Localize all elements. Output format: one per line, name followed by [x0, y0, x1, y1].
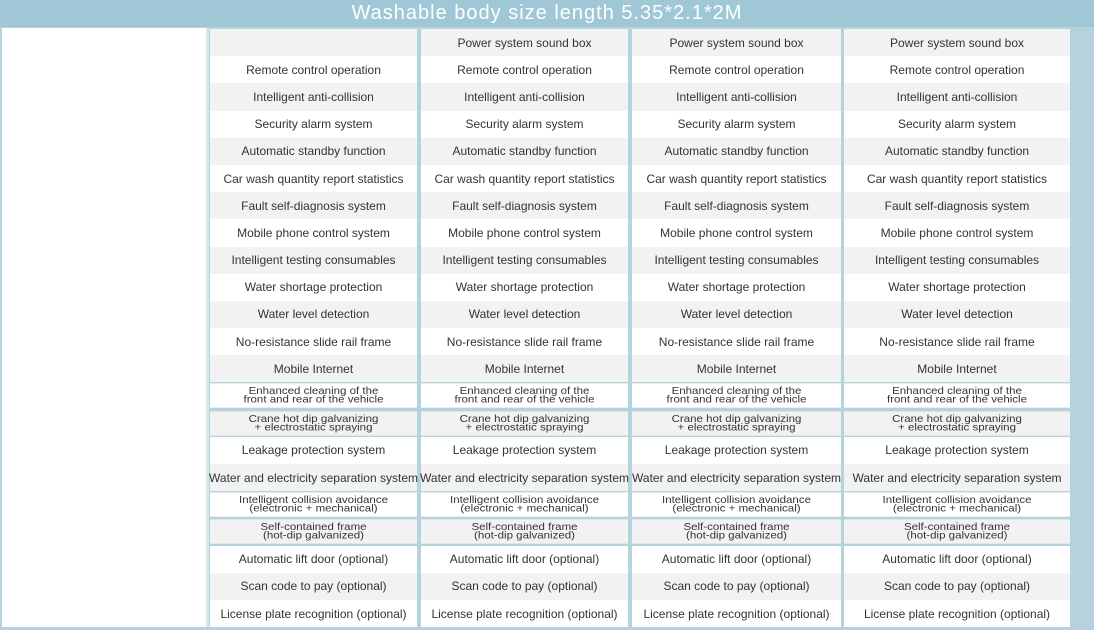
table-cell: [210, 192, 417, 219]
table-cell: [421, 29, 628, 56]
cell-text: Remote control operation: [457, 62, 592, 77]
spec-column-3: [632, 29, 841, 627]
table-cell: [210, 384, 417, 408]
table-cell: [844, 83, 1070, 110]
table-cell: [421, 437, 628, 464]
table-cell: [632, 328, 841, 355]
table-cell: [844, 384, 1070, 408]
table-cell: [210, 247, 417, 274]
cell-text: No-resistance slide rail frame: [446, 334, 603, 349]
cell-text: Self-contained frame: [683, 522, 790, 533]
cell-text: Water level detection: [901, 307, 1013, 322]
table-cell: [632, 247, 841, 274]
cell-text: (electronic + mechanical): [460, 502, 589, 514]
spec-column-2: [421, 29, 628, 627]
cell-text: Water level detection: [680, 307, 793, 322]
table-cell: [844, 274, 1070, 301]
cell-text: Power system sound box: [669, 35, 804, 50]
cell-text: Fault self-diagnosis system: [884, 198, 1030, 213]
cell-text: Automatic lift door (optional): [882, 552, 1032, 567]
table-cell: [210, 464, 417, 491]
cell-text: Power system sound box: [889, 35, 1025, 50]
cell-text: (electronic + mechanical): [672, 502, 801, 514]
cell-text: Intelligent testing consumables: [442, 253, 607, 268]
cell-text: Security alarm system: [254, 117, 373, 132]
cell-text: Scan code to pay (optional): [240, 579, 387, 594]
table-cell: [844, 328, 1070, 355]
spec-column-1: [210, 29, 417, 627]
table-cell: [421, 165, 628, 192]
cell-text: Mobile Internet: [917, 361, 997, 376]
cell-text: + electrostatic spraying: [465, 421, 584, 433]
table-cell: [844, 493, 1070, 517]
table-cell: [421, 328, 628, 355]
cell-text: front and rear of the vehicle: [454, 394, 595, 406]
table-cell: [844, 411, 1070, 435]
table-cell: [421, 464, 628, 491]
cell-text: (hot-dip galvanized): [473, 530, 575, 541]
cell-text: Scan code to pay (optional): [451, 579, 598, 594]
cell-text: Automatic standby function: [884, 144, 1030, 159]
cell-text: + electrostatic spraying: [898, 421, 1016, 433]
table-cell: [210, 83, 417, 110]
table-cell: [210, 301, 417, 328]
table-cell: [421, 493, 628, 517]
table-cell: [421, 355, 628, 382]
cell-text: Automatic standby function: [452, 144, 597, 159]
cell-text: Mobile phone control system: [880, 225, 1034, 240]
cell-text: Remote control operation: [669, 62, 804, 77]
cell-text: Remote control operation: [889, 62, 1025, 77]
table-cell: [632, 219, 841, 246]
table-cell: [844, 600, 1070, 627]
cell-text: Leakage protection system: [885, 443, 1029, 458]
table-cell: [632, 411, 841, 435]
cell-text: Water and electricity separation system: [632, 470, 841, 485]
cell-text: License plate recognition (optional): [643, 606, 830, 621]
cell-text: Water and electricity separation system: [209, 470, 418, 485]
cell-text: Fault self-diagnosis system: [241, 198, 386, 213]
table-cell: [844, 573, 1070, 600]
cell-text: Power system sound box: [457, 35, 592, 50]
table-cell: [632, 464, 841, 491]
table-cell: [421, 111, 628, 138]
cell-text: Leakage protection system: [452, 443, 597, 458]
table-cell: [421, 600, 628, 627]
table-cell: [632, 83, 841, 110]
cell-text: Automatic standby function: [241, 144, 386, 159]
cell-text: Scan code to pay (optional): [663, 579, 810, 594]
cell-text: Mobile Internet: [484, 361, 565, 376]
cell-text: Enhanced cleaning of the: [671, 386, 802, 397]
cell-text: Intelligent anti-collision: [253, 89, 374, 104]
table-cell: [421, 411, 628, 435]
table-cell: [210, 573, 417, 600]
cell-text: Water shortage protection: [888, 280, 1026, 295]
table-cell: [421, 546, 628, 573]
cell-text: (hot-dip galvanized): [262, 530, 364, 541]
cell-text: Car wash quantity report statistics: [866, 171, 1048, 186]
cell-text: + electrostatic spraying: [677, 421, 796, 433]
cell-text: Crane hot dip galvanizing: [459, 413, 590, 425]
table-cell: [421, 247, 628, 274]
cell-text: Enhanced cleaning of the: [248, 386, 379, 397]
table-cell: [844, 29, 1070, 56]
table-cell: [210, 520, 417, 544]
cell-text: Leakage protection system: [664, 443, 809, 458]
table-cell: [210, 411, 417, 435]
cell-text: Crane hot dip galvanizing: [892, 413, 1022, 425]
table-cell: [210, 165, 417, 192]
cell-text: Enhanced cleaning of the: [892, 386, 1022, 397]
cell-text: Scan code to pay (optional): [883, 579, 1031, 594]
cell-text: Mobile phone control system: [448, 225, 601, 240]
cell-text: Intelligent anti-collision: [896, 89, 1018, 104]
table-cell: [210, 355, 417, 382]
cell-text: Remote control operation: [246, 62, 381, 77]
table-cell: [421, 520, 628, 544]
table-cell: [632, 56, 841, 83]
table-cell: [421, 56, 628, 83]
cell-text: front and rear of the vehicle: [887, 394, 1027, 406]
cell-text: Water shortage protection: [455, 280, 594, 295]
table-cell: [421, 192, 628, 219]
cell-text: front and rear of the vehicle: [666, 394, 807, 406]
cell-text: Mobile Internet: [696, 361, 777, 376]
cell-text: Intelligent collision avoidance: [450, 494, 599, 506]
table-cell: [844, 301, 1070, 328]
table-cell: [421, 573, 628, 600]
left-blank-panel: [2, 28, 206, 627]
cell-text: Automatic lift door (optional): [449, 552, 600, 567]
cell-text: Security alarm system: [897, 117, 1017, 132]
cell-text: Intelligent testing consumables: [654, 253, 819, 268]
cell-text: Fault self-diagnosis system: [452, 198, 597, 213]
table-cell: [844, 219, 1070, 246]
table-cell: [632, 138, 841, 165]
cell-text: No-resistance slide rail frame: [658, 334, 815, 349]
cell-text: Intelligent collision avoidance: [882, 494, 1032, 506]
cell-text: License plate recognition (optional): [431, 606, 618, 621]
cell-text: Water level detection: [468, 307, 581, 322]
cell-text: (electronic + mechanical): [892, 502, 1022, 514]
cell-text: Intelligent anti-collision: [464, 89, 585, 104]
cell-text: Crane hot dip galvanizing: [671, 413, 802, 425]
cell-text: Mobile phone control system: [660, 225, 813, 240]
cell-text: Intelligent collision avoidance: [662, 494, 811, 506]
table-cell: [844, 192, 1070, 219]
table-cell: [210, 56, 417, 83]
cell-text: License plate recognition (optional): [863, 606, 1051, 621]
table-cell: [210, 219, 417, 246]
cell-text: Car wash quantity report statistics: [434, 171, 615, 186]
cell-text: Crane hot dip galvanizing: [248, 413, 379, 425]
cell-text: No-resistance slide rail frame: [235, 334, 392, 349]
table-cell: [632, 437, 841, 464]
cell-text: Fault self-diagnosis system: [664, 198, 809, 213]
cell-text: Water and electricity separation system: [852, 470, 1062, 485]
cell-text: Mobile phone control system: [237, 225, 390, 240]
table-cell: [632, 192, 841, 219]
table-cell: [210, 493, 417, 517]
cell-text: Intelligent testing consumables: [874, 253, 1040, 268]
table-cell: [844, 138, 1070, 165]
table-cell: [210, 29, 417, 56]
cell-text: (hot-dip galvanized): [906, 530, 1008, 541]
table-title: Washable body size length 5.35*2.1*2M: [0, 0, 1094, 27]
table-cell: [421, 274, 628, 301]
table-cell: [844, 355, 1070, 382]
cell-text: Water shortage protection: [667, 280, 806, 295]
table-cell: [844, 56, 1070, 83]
table-cell: [844, 247, 1070, 274]
cell-text: Automatic lift door (optional): [661, 552, 812, 567]
cell-text: Enhanced cleaning of the: [459, 386, 590, 397]
table-cell: [632, 301, 841, 328]
table-cell: [844, 520, 1070, 544]
cell-text: Car wash quantity report statistics: [646, 171, 827, 186]
table-cell: [632, 274, 841, 301]
table-cell: [632, 600, 841, 627]
table-cell: [210, 328, 417, 355]
table-cell: [421, 219, 628, 246]
cell-text: Self-contained frame: [260, 522, 367, 533]
cell-text: No-resistance slide rail frame: [879, 334, 1035, 349]
table-cell: [421, 83, 628, 110]
table-cell: [844, 165, 1070, 192]
table-cell: [210, 111, 417, 138]
table-cell: [844, 546, 1070, 573]
table-cell: [632, 520, 841, 544]
cell-text: Intelligent testing consumables: [231, 253, 396, 268]
cell-text: Security alarm system: [465, 117, 584, 132]
table-cell: [844, 437, 1070, 464]
table-cell: [210, 546, 417, 573]
table-cell: [632, 111, 841, 138]
spec-column-4: [844, 29, 1070, 627]
table-cell: [210, 600, 417, 627]
table-cell: [421, 384, 628, 408]
cell-text: front and rear of the vehicle: [243, 394, 384, 406]
table-cell: [632, 573, 841, 600]
table-cell: [210, 274, 417, 301]
table-cell: [844, 464, 1070, 491]
cell-text: Automatic standby function: [664, 144, 809, 159]
table-cell: [632, 546, 841, 573]
table-cell: [632, 384, 841, 408]
cell-text: Water and electricity separation system: [420, 470, 629, 485]
table-cell: [210, 138, 417, 165]
table-cell: [844, 111, 1070, 138]
cell-text: License plate recognition (optional): [220, 606, 407, 621]
cell-text: Water shortage protection: [244, 280, 383, 295]
table-cell: [421, 301, 628, 328]
cell-text: Automatic lift door (optional): [238, 552, 389, 567]
cell-text: Self-contained frame: [903, 522, 1011, 533]
cell-text: Mobile Internet: [273, 361, 354, 376]
cell-text: Intelligent collision avoidance: [239, 494, 388, 506]
table-cell: [632, 493, 841, 517]
table-cell: [210, 437, 417, 464]
table-cell: [632, 165, 841, 192]
cell-text: Water level detection: [257, 307, 370, 322]
table-cell: [421, 138, 628, 165]
left-panel-edge: [206, 28, 209, 627]
table-cell: [632, 29, 841, 56]
cell-text: (hot-dip galvanized): [685, 530, 787, 541]
cell-text: (electronic + mechanical): [249, 502, 378, 514]
cell-text: Car wash quantity report statistics: [223, 171, 404, 186]
table-cell: [632, 355, 841, 382]
cell-text: Self-contained frame: [471, 522, 578, 533]
cell-text: Intelligent anti-collision: [676, 89, 797, 104]
cell-text: Leakage protection system: [241, 443, 386, 458]
cell-text: + electrostatic spraying: [254, 421, 373, 433]
cell-text: Security alarm system: [677, 117, 796, 132]
